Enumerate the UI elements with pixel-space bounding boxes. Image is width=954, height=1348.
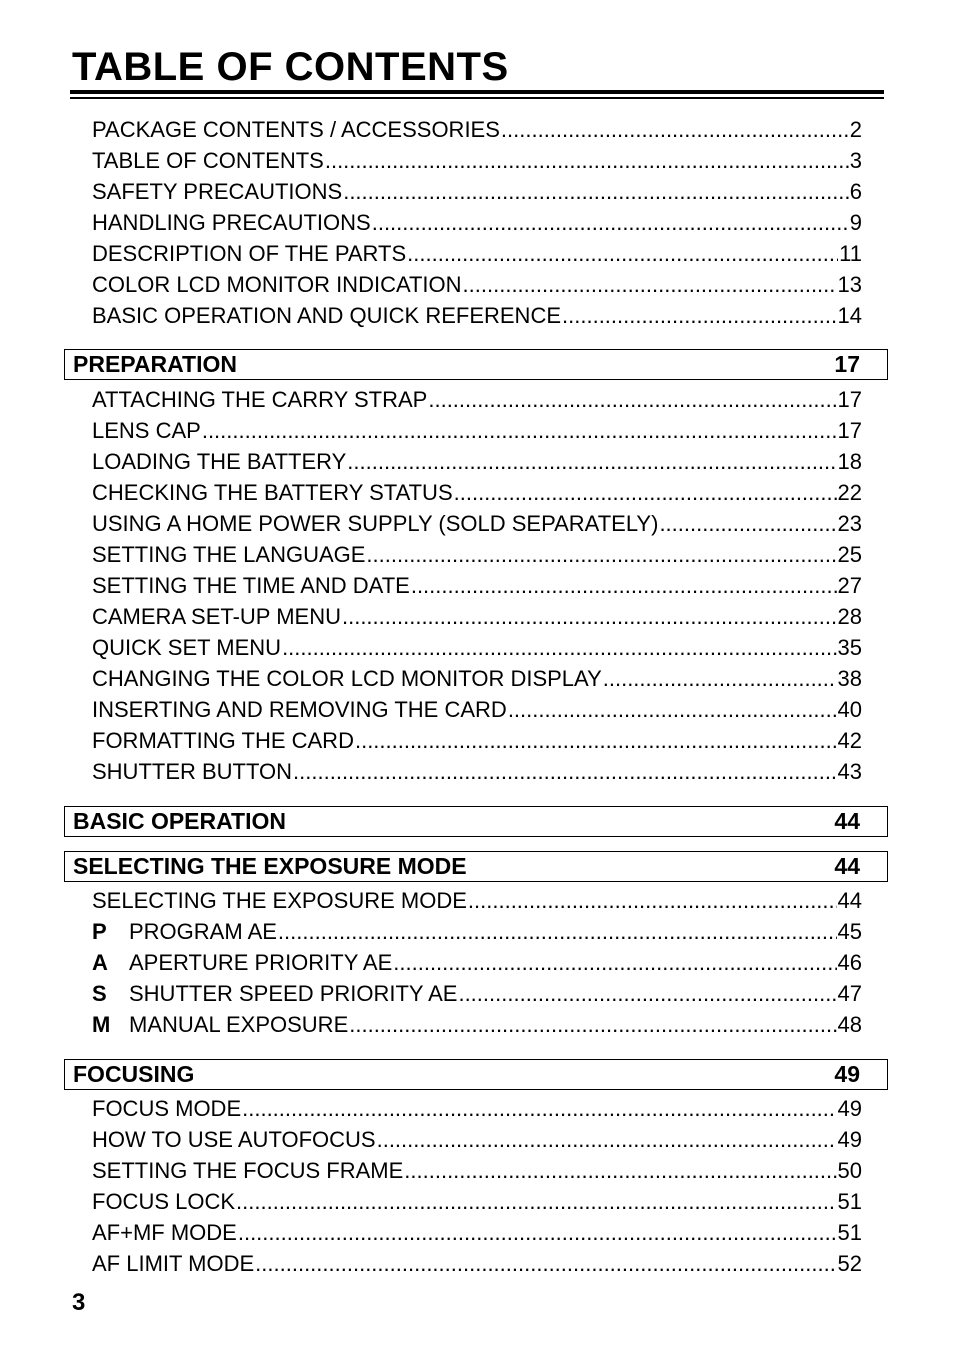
leader-dots — [377, 1126, 837, 1154]
toc-entry[interactable] — [92, 1126, 862, 1154]
leader-dots — [463, 271, 837, 299]
toc-entry-page: 40 — [837, 697, 862, 722]
toc-entry-page: 52 — [837, 1251, 862, 1276]
toc-entry-title: SETTING THE TIME AND DATE — [92, 573, 410, 598]
leader-dots — [407, 240, 838, 268]
toc-entry[interactable] — [92, 178, 862, 206]
section-title: PREPARATION — [73, 351, 237, 377]
section-title: SELECTING THE EXPOSURE MODE — [73, 853, 467, 879]
toc-entry-page: 44 — [837, 888, 862, 913]
toc-entry-title: CHANGING THE COLOR LCD MONITOR DISPLAY — [92, 666, 602, 691]
section-header-preparation[interactable] — [64, 349, 888, 380]
toc-entry-page: 27 — [837, 573, 862, 598]
toc-entry[interactable] — [92, 417, 862, 445]
leader-dots — [293, 758, 836, 786]
leader-dots — [355, 727, 837, 755]
toc-entry-page: 42 — [837, 728, 862, 753]
toc-entry[interactable] — [92, 696, 862, 724]
toc-entry-page: 25 — [837, 542, 862, 567]
toc-entry-page: 38 — [837, 666, 862, 691]
section-title: BASIC OPERATION — [73, 808, 286, 834]
leader-dots — [349, 1011, 836, 1039]
leader-dots — [347, 448, 836, 476]
toc-entry-title: HANDLING PRECAUTIONS — [92, 210, 371, 235]
toc-entry-title: SHUTTER SPEED PRIORITY AE — [129, 981, 458, 1006]
toc-entry-page: 47 — [837, 981, 862, 1006]
toc-entry[interactable] — [92, 758, 862, 786]
toc-entry[interactable] — [92, 1219, 862, 1247]
toc-entry-title: DESCRIPTION OF THE PARTS — [92, 241, 407, 266]
toc-entry-page: 23 — [837, 511, 862, 536]
toc-entry-title: USING A HOME POWER SUPPLY (SOLD SEPARATELY) — [92, 511, 659, 536]
leader-dots — [343, 178, 849, 206]
toc-entry[interactable] — [92, 209, 862, 237]
toc-entry-title: TABLE OF CONTENTS — [92, 148, 324, 173]
leader-dots — [236, 1188, 836, 1216]
toc-entry-page: 11 — [839, 241, 862, 266]
leader-dots — [411, 572, 837, 600]
toc-entry-page: 46 — [837, 950, 862, 975]
leader-dots — [508, 696, 837, 724]
toc-entry-title: QUICK SET MENU — [92, 635, 282, 660]
leader-dots — [242, 1095, 836, 1123]
toc-entry-title: LOADING THE BATTERY — [92, 449, 347, 474]
toc-entry[interactable] — [92, 240, 862, 268]
toc-entry-page: 13 — [837, 272, 862, 297]
leader-dots — [366, 541, 836, 569]
toc-entry-title: INSERTING AND REMOVING THE CARD — [92, 697, 507, 722]
toc-entry-title: SAFETY PRECAUTIONS — [92, 179, 343, 204]
leader-dots — [278, 918, 837, 946]
aperture-mode-icon: A — [92, 950, 108, 975]
toc-entry-page: 48 — [837, 1012, 862, 1037]
toc-entry-title: AF LIMIT MODE — [92, 1251, 255, 1276]
leader-dots — [342, 603, 837, 631]
toc-entry-title: MANUAL EXPOSURE — [129, 1012, 349, 1037]
toc-entry-title: SHUTTER BUTTON — [92, 759, 293, 784]
leader-dots — [468, 887, 837, 915]
section-header-exposure-mode[interactable] — [64, 851, 888, 882]
toc-entry-title: LENS CAP — [92, 418, 201, 443]
toc-entry[interactable] — [92, 603, 862, 631]
title-rule-thick — [70, 90, 884, 94]
section-page: 49 — [834, 1061, 860, 1087]
toc-entry-title: SELECTING THE EXPOSURE MODE — [92, 888, 467, 913]
toc-entry-page: 50 — [837, 1158, 862, 1183]
toc-entry[interactable] — [92, 147, 862, 175]
toc-entry[interactable] — [92, 572, 862, 600]
toc-entry-title: FOCUS LOCK — [92, 1189, 236, 1214]
leader-dots — [238, 1219, 837, 1247]
manual-mode-icon: M — [92, 1012, 111, 1037]
leader-dots — [372, 209, 849, 237]
leader-dots — [659, 510, 836, 538]
toc-entry-page: 35 — [837, 635, 862, 660]
toc-entry-page: 17 — [837, 418, 862, 443]
leader-dots — [255, 1250, 836, 1278]
toc-entry-title: FOCUS MODE — [92, 1096, 242, 1121]
toc-entry[interactable] — [92, 448, 862, 476]
toc-entry[interactable] — [92, 949, 862, 977]
toc-entry-title: PROGRAM AE — [129, 919, 277, 944]
leader-dots — [454, 479, 837, 507]
toc-entry-title: PACKAGE CONTENTS / ACCESSORIES — [92, 117, 500, 142]
toc-entry-title: CAMERA SET-UP MENU — [92, 604, 341, 629]
section-header-focusing[interactable] — [64, 1059, 888, 1090]
toc-entry[interactable] — [92, 541, 862, 569]
toc-entry-title: ATTACHING THE CARRY STRAP — [92, 387, 428, 412]
toc-entry[interactable] — [92, 665, 862, 693]
section-page: 44 — [834, 808, 860, 834]
toc-entry[interactable] — [92, 116, 862, 144]
toc-entry-title: APERTURE PRIORITY AE — [129, 950, 393, 975]
leader-dots — [562, 302, 837, 330]
toc-entry-page: 17 — [837, 387, 862, 412]
toc-entry[interactable] — [92, 1011, 862, 1039]
toc-entry-page: 6 — [849, 179, 862, 204]
toc-entry-page: 3 — [849, 148, 862, 173]
toc-entry-page: 49 — [837, 1096, 862, 1121]
toc-entry-title: SETTING THE FOCUS FRAME — [92, 1158, 404, 1183]
page-number: 3 — [72, 1289, 86, 1316]
page-title: TABLE OF CONTENTS — [72, 45, 509, 89]
program-mode-icon: P — [92, 919, 107, 944]
toc-entry[interactable] — [92, 302, 862, 330]
section-page: 44 — [834, 853, 860, 879]
toc-entry-page: 14 — [837, 303, 862, 328]
leader-dots — [282, 634, 836, 662]
toc-entry-page: 49 — [837, 1127, 862, 1152]
leader-dots — [404, 1157, 836, 1185]
toc-entry[interactable] — [92, 386, 862, 414]
leader-dots — [603, 665, 837, 693]
section-page: 17 — [834, 351, 860, 377]
toc-entry-page: 2 — [849, 117, 862, 142]
section-header-basic-operation[interactable] — [64, 806, 888, 837]
toc-entry-page: 51 — [837, 1189, 862, 1214]
toc-entry[interactable] — [92, 918, 862, 946]
toc-entry-page: 22 — [837, 480, 862, 505]
toc-entry-title: HOW TO USE AUTOFOCUS — [92, 1127, 376, 1152]
toc-entry[interactable] — [92, 510, 862, 538]
toc-entry-title: SETTING THE LANGUAGE — [92, 542, 366, 567]
toc-entry-page: 9 — [849, 210, 862, 235]
toc-entry[interactable] — [92, 634, 862, 662]
toc-entry-page: 28 — [837, 604, 862, 629]
toc-entry-page: 43 — [837, 759, 862, 784]
leader-dots — [393, 949, 836, 977]
toc-entry[interactable] — [92, 1188, 862, 1216]
leader-dots — [501, 116, 849, 144]
leader-dots — [202, 417, 837, 445]
section-title: FOCUSING — [73, 1061, 195, 1087]
toc-entry-title: FORMATTING THE CARD — [92, 728, 354, 753]
toc-entry-title: BASIC OPERATION AND QUICK REFERENCE — [92, 303, 562, 328]
leader-dots — [325, 147, 849, 175]
toc-entry-page: 18 — [837, 449, 862, 474]
toc-entry-title: AF+MF MODE — [92, 1220, 237, 1245]
toc-entry[interactable] — [92, 1095, 862, 1123]
toc-entry[interactable] — [92, 980, 862, 1008]
toc-entry-page: 45 — [837, 919, 862, 944]
toc-entry[interactable] — [92, 271, 862, 299]
toc-entry-title: CHECKING THE BATTERY STATUS — [92, 480, 453, 505]
shutter-mode-icon: S — [92, 981, 107, 1006]
toc-entry[interactable] — [92, 727, 862, 755]
toc-entry-page: 51 — [837, 1220, 862, 1245]
toc-entry[interactable] — [92, 887, 862, 915]
title-rule-thin — [70, 97, 884, 99]
leader-dots — [428, 386, 836, 414]
toc-entry[interactable] — [92, 1250, 862, 1278]
toc-entry[interactable] — [92, 479, 862, 507]
toc-entry[interactable] — [92, 1157, 862, 1185]
toc-entry-title: COLOR LCD MONITOR INDICATION — [92, 272, 462, 297]
leader-dots — [458, 980, 836, 1008]
